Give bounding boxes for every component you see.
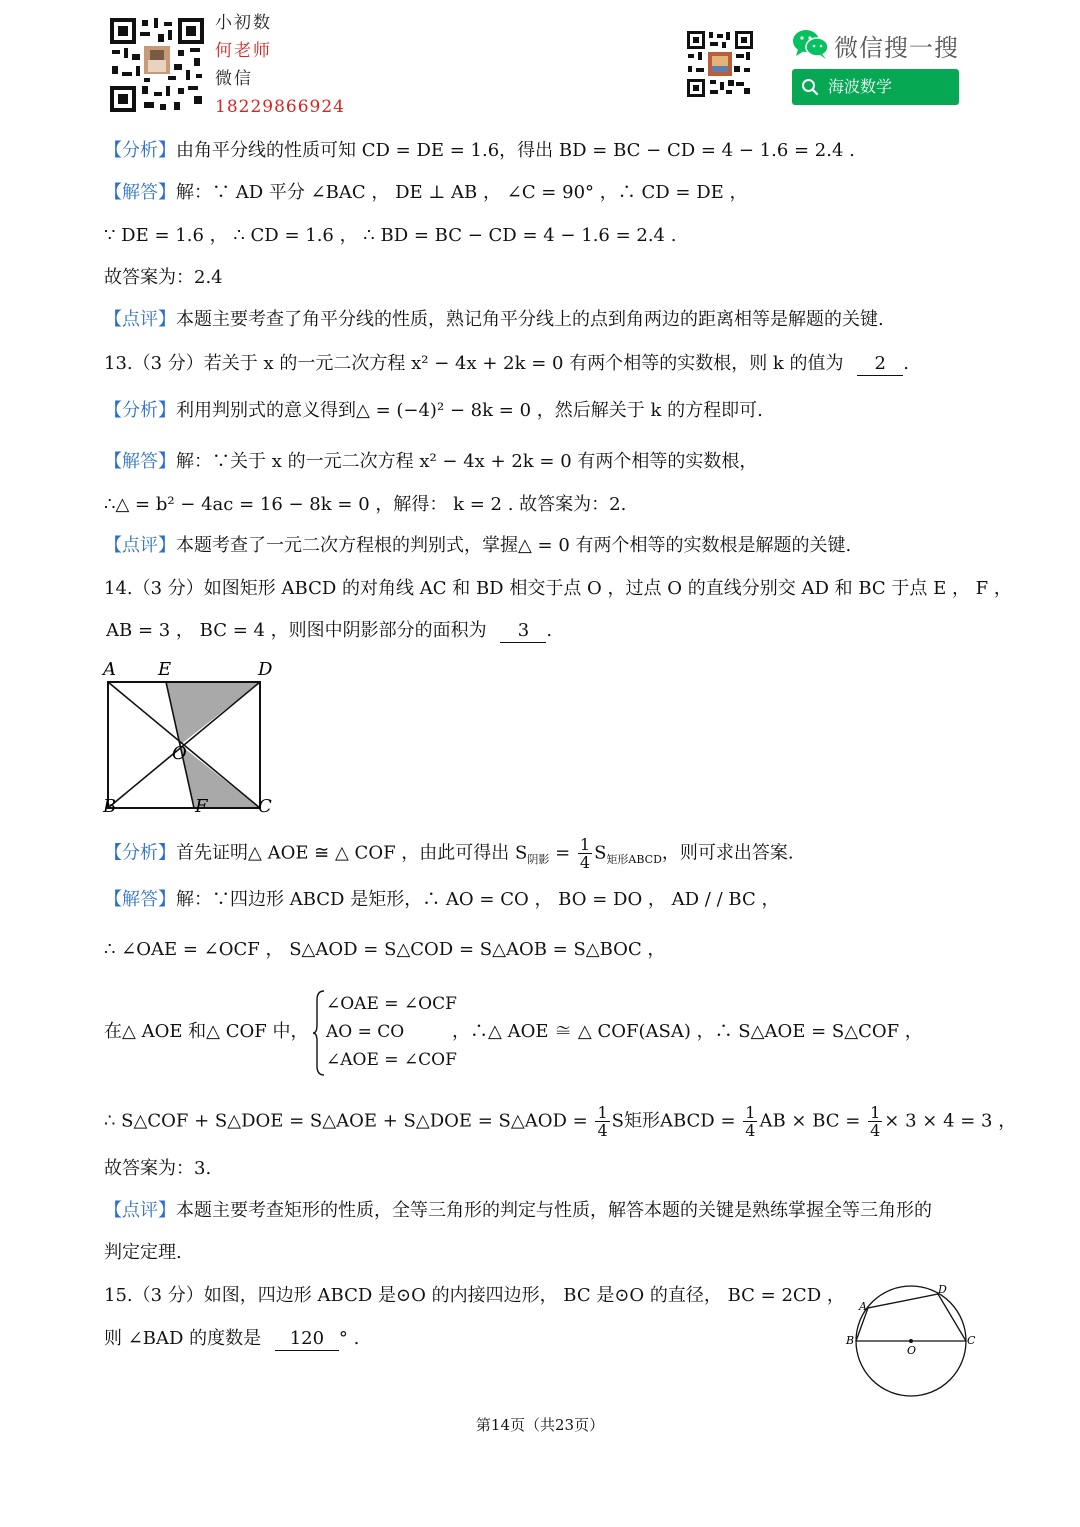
- q14-solution-4-d: × 3 × 4 = 3 ，: [884, 1110, 1017, 1132]
- q14-solution-4-c: AB × BC =: [759, 1110, 861, 1132]
- comment-tag: 【点评】: [104, 1200, 176, 1221]
- q14-solution-2: ∴ ∠OAE = ∠OCF ， S△AOD = S△COD = S△AOB = S△BOC ，: [104, 939, 666, 960]
- solution-tag: 【解答】: [104, 451, 176, 472]
- q14-solution-1: [104, 887, 779, 913]
- q12-analysis-text: 由角平分线的性质可知 CD = DE = 1.6，得出 BD = BC − CD = 4 − 1.6 = 2.4 .: [176, 140, 855, 161]
- q14-stem-text-2: AB = 3 ， BC = 4 ，则图中阴影部分的面积为: [106, 620, 487, 641]
- label-d: D: [258, 659, 273, 680]
- congruence-system: [326, 990, 457, 1074]
- shaded-region-top: [166, 682, 260, 745]
- q13-solution-2: ∴△ = b² − 4ac = 16 − 8k = 0 ，解得： k = 2 . 故答案为：2.: [104, 494, 627, 515]
- q14-comment-2: 判定定理.: [104, 1242, 182, 1263]
- q14-comment-text-1: 本题主要考查矩形的性质，全等三角形的判定与性质，解答本题的关键是熟练掌握全等三角形的: [176, 1200, 932, 1221]
- q14-analysis-eq: =: [555, 842, 571, 864]
- q14-solution-text-1: 解：∵四边形 ABCD 是矩形，∴ AO = CO ， BO = DO ， AD / / BC ，: [176, 889, 780, 910]
- q14-solution-4-s: S矩形ABCD: [611, 1110, 715, 1132]
- label-c: C: [258, 796, 272, 817]
- q13-comment-text: 本题考查了一元二次方程根的判别式，掌握△ = 0 有两个相等的实数根是解题的关键.: [176, 535, 852, 556]
- q13-stem: [104, 351, 909, 377]
- label-a: A: [859, 1300, 867, 1313]
- header-phone: 18229866924: [215, 97, 345, 117]
- q15-stem-end: ° .: [338, 1328, 360, 1349]
- q12-solution-2: ∵ DE = 1.6 ， ∴ CD = 1.6 ， ∴ BD = BC − CD = 4 − 1.6 = 2.4 .: [104, 225, 677, 246]
- page-footer: 第14页（共23页）: [475, 1416, 605, 1434]
- q15-stem-1: 15.（3 分）如图，四边形 ABCD 是⊙O 的内接四边形， BC 是⊙O 的直径， BC = 2CD ，: [104, 1285, 845, 1306]
- search-icon: [801, 78, 819, 96]
- q12-solution-1: [104, 180, 747, 206]
- q12-answer: 故答案为：2.4: [104, 267, 223, 288]
- qr-code-right: [686, 30, 754, 98]
- label-a: A: [103, 659, 116, 680]
- qr-code-left: [108, 16, 206, 114]
- q12-comment: [104, 307, 884, 333]
- q14-solution-4-b: =: [720, 1110, 742, 1132]
- system-line-1: ∠OAE = ∠OCF: [326, 994, 457, 1014]
- qr-code-icon: [108, 16, 206, 114]
- label-o: O: [907, 1344, 917, 1357]
- q14-analysis-text-b: ，则可求出答案.: [661, 842, 794, 864]
- comment-tag: 【点评】: [104, 535, 176, 556]
- qr-code-icon: [686, 30, 754, 98]
- search-button-label: 海波数学: [828, 77, 893, 96]
- fraction-one-quarter: [578, 836, 592, 871]
- q14-analysis-s: S: [594, 842, 607, 864]
- q14-analysis: [104, 836, 794, 875]
- header-line-3: 微信: [215, 69, 253, 89]
- q14-solution-4-a: ∴ S△COF + S△DOE = S△AOE + S△DOE = S△AOD =: [104, 1110, 588, 1132]
- q14-analysis-text-a: 首先证明△ AOE ≅ △ COF ，由此可得出 S: [176, 842, 528, 864]
- q13-stem-text: 13.（3 分）若关于 x 的一元二次方程 x² − 4x + 2k = 0 有两个相等的实数根，则 k 的值为: [104, 353, 844, 374]
- q14-solution-4: [104, 1104, 1016, 1139]
- q15-answer-blank: 120: [275, 1328, 339, 1351]
- label-b: B: [103, 796, 117, 817]
- q14-solution-3-b: ，∴△ AOE ≅ △ COF(ASA) ，∴ S△AOE = S△COF ，: [452, 1021, 923, 1042]
- header-line-2: 何老师: [215, 41, 272, 61]
- label-c: C: [967, 1334, 976, 1347]
- solution-tag: 【解答】: [104, 889, 176, 910]
- fraction-one-quarter: $\frac{1}{4}$: [745, 1103, 756, 1140]
- label-o: O: [172, 743, 187, 764]
- label-e: E: [158, 659, 172, 680]
- q14-stem-end: .: [546, 620, 553, 641]
- q14-analysis-sub-2: 矩形ABCD: [606, 853, 662, 867]
- circle-figure: [842, 1280, 982, 1404]
- frac-den: 4: [579, 853, 591, 872]
- search-button[interactable]: [792, 69, 959, 105]
- system-brace: [312, 990, 326, 1076]
- q14-stem-2: [106, 618, 552, 644]
- q14-stem-1: 14.（3 分）如图矩形 ABCD 的对角线 AC 和 BD 相交于点 O ，过点 O 的直线分别交 AD 和 BC 于点 E ， F ，: [104, 578, 1012, 599]
- q14-analysis-sub: 阴影: [527, 853, 550, 867]
- q14-comment-1: [104, 1198, 932, 1224]
- q13-analysis-text: 利用判别式的意义得到△ = (−4)² − 8k = 0 ，然后解关于 k 的方程即可.: [176, 400, 763, 421]
- system-line-2: AO = CO: [326, 1022, 405, 1042]
- q14-answer: 故答案为：3.: [104, 1158, 212, 1179]
- solution-tag: 【解答】: [104, 182, 176, 203]
- label-f: F: [195, 796, 208, 817]
- q13-stem-end: .: [903, 353, 910, 374]
- wechat-search-label: 微信搜一搜: [834, 34, 959, 62]
- q13-solution-text-1: 解：∵关于 x 的一元二次方程 x² − 4x + 2k = 0 有两个相等的实数根，: [176, 451, 758, 472]
- q13-answer-blank: 2: [857, 353, 903, 376]
- q13-comment: [104, 533, 851, 559]
- q15-stem-2: [104, 1326, 359, 1352]
- q12-comment-text: 本题主要考查了角平分线的性质，熟记角平分线上的点到角两边的距离相等是解题的关键.: [176, 309, 884, 330]
- q13-solution-1: [104, 449, 757, 475]
- fraction-one-quarter: $\frac{1}{4}$: [597, 1103, 608, 1140]
- comment-tag: 【点评】: [104, 309, 176, 330]
- q12-solution-text-1: 解：∵ AD 平分 ∠BAC ， DE ⊥ AB ， ∠C = 90° ，∴ CD = DE ，: [176, 182, 748, 203]
- q13-analysis: [104, 398, 763, 424]
- rectangle-figure: [100, 655, 280, 824]
- frac-num: 1: [579, 835, 591, 854]
- header-line-1: 小初数: [215, 13, 272, 33]
- q14-answer-blank: 3: [500, 620, 546, 643]
- q14-solution-3-a: 在△ AOE 和△ COF 中，: [104, 1021, 309, 1042]
- fraction-one-quarter: $\frac{1}{4}$: [870, 1103, 881, 1140]
- label-d: D: [938, 1283, 947, 1296]
- system-line-3: ∠AOE = ∠COF: [326, 1050, 457, 1070]
- wechat-icon: [792, 28, 830, 64]
- q15-stem-text-2: 则 ∠BAD 的度数是: [104, 1328, 262, 1349]
- label-b: B: [846, 1334, 855, 1347]
- analysis-tag: 【分析】: [104, 140, 176, 161]
- analysis-tag: 【分析】: [104, 400, 176, 421]
- analysis-tag: 【分析】: [104, 842, 176, 864]
- q12-analysis: [104, 138, 855, 164]
